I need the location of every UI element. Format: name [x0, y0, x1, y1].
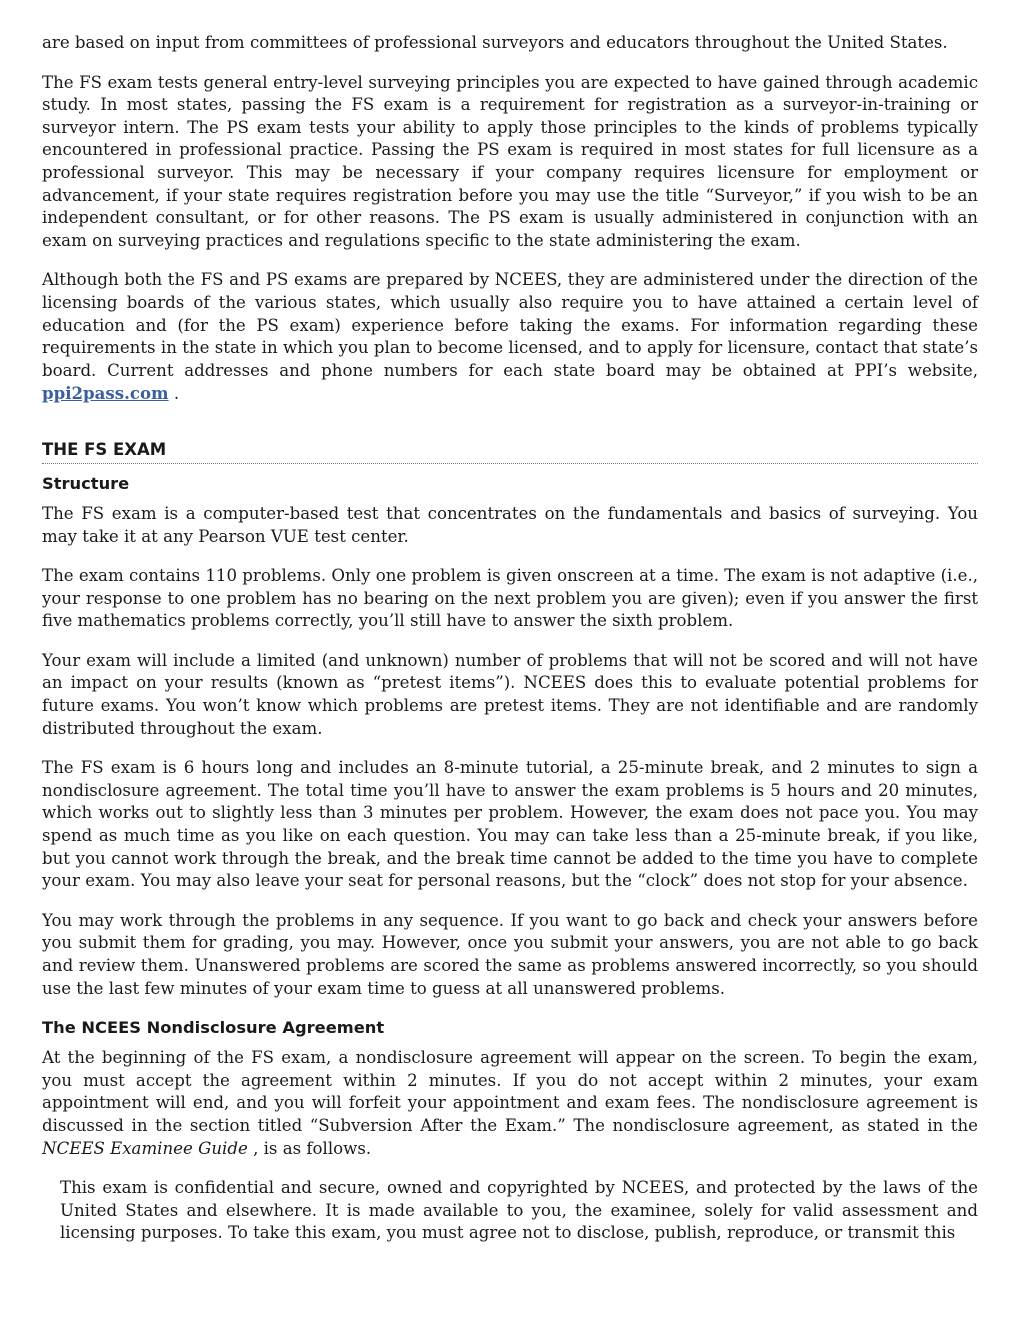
- ppi2pass-link[interactable]: ppi2pass.com: [42, 383, 169, 404]
- nda-quote: This exam is confidential and secure, owned and copyrighted by NCEES, and protected by the laws of the United States and elsewhere. It is made available to you, the examinee, solely for valid assessment and licensing purposes. To take this exam, you must agree not to disclose, publish, reproduce, or transmit this: [60, 1178, 978, 1243]
- boards-paragraph-text: Although both the FS and PS exams are prepared by NCEES, they are administered under the direction of the licensing boards of the various states, which usually also require you to have attained a certain level of education and (for the PS exam) experience before taking the exams. For information regarding these requirements in the state in which you plan to become licensed, and to apply for licensure, contact that state’s board. Current addresses and phone numbers for each state board may be obtained at PPI’s website,: [42, 270, 978, 380]
- structure-paragraph-3: Your exam will include a limited (and unknown) number of problems that will not be scored and will not have an impact on your results (known as “pretest items”). NCEES does this to evaluate potential problems for future exams. You won’t know which problems are pretest items. They are not identifiable and are randomly distributed throughout the exam.: [42, 650, 978, 738]
- structure-paragraph-4: The FS exam is 6 hours long and includes an 8-minute tutorial, a 25-minute break, and 2 minutes to sign a nondisclosure agreement. The total time you’ll have to answer the exam problems is 5 hours and 20 minutes, which works out to slightly less than 3 minutes per problem. However, the exam does not pace you. You may spend as much time as you like on each question. You may can take less than a 25-minute break, if you like, but you cannot work through the break, and the break time cannot be added to the time you have to complete your exam. You may also leave your seat for personal reasons, but the “clock” does not stop for your absence.: [42, 758, 978, 891]
- subheading-nda: The NCEES Nondisclosure Agreement: [42, 1018, 385, 1038]
- structure-paragraph-1: The FS exam is a computer-based test that concentrates on the fundamentals and basics of surveying. You may take it at any Pearson VUE test center.: [42, 503, 978, 546]
- boards-paragraph: [42, 269, 978, 406]
- subheading-structure: Structure: [42, 473, 130, 493]
- intro-paragraph-2: The FS exam tests general entry-level surveying principles you are expected to have gained through academic study. In most states, passing the FS exam is a requirement for registration as a surveyor-in-training or surveyor intern. The PS exam tests your ability to apply those principles to the kinds of problems typically encountered in professional practice. Passing the PS exam is required in most states for full licensure as a professional surveyor. This may be necessary if your company requires licensure for employment or advancement, if your state requires registration before you may use the title “Surveyor,” if you wish to be an independent consultant, or for other reasons. The PS exam is usually administered in conjunction with an exam on surveying practices and regulations specific to the state administering the exam.: [42, 72, 978, 250]
- nda-paragraph-text: At the beginning of the FS exam, a nondisclosure agreement will appear on the screen. To begin the exam, you must accept the agreement within 2 minutes. If you do not accept within 2 minutes, your exam appointment will end, and you will forfeit your appointment and exam fees. The nondisclosure agreement is discussed in the section titled “Subversion After the Exam.” The nondisclosure agreement, as stated in the: [42, 1048, 978, 1135]
- nda-paragraph-after: , is as follows.: [247, 1138, 372, 1158]
- nda-paragraph: [42, 1047, 978, 1160]
- structure-paragraph-2: The exam contains 110 problems. Only one problem is given onscreen at a time. The exam is not adaptive (i.e., your response to one problem has no bearing on the next problem you are given); even if you answer the first five mathematics problems correctly, you’ll still have to answer the sixth problem.: [42, 566, 978, 631]
- intro-paragraph-1: are based on input from committees of professional surveyors and educators throughout the United States.: [42, 33, 948, 52]
- boards-paragraph-after: .: [168, 384, 180, 404]
- nda-guide-title: NCEES Examinee Guide: [42, 1138, 248, 1158]
- section-heading-fs-exam: THE FS EXAM: [42, 439, 978, 464]
- structure-paragraph-5: You may work through the problems in any sequence. If you want to go back and check your answers before you submit them for grading, you may. However, once you submit your answers, you are not able to go back and review them. Unanswered problems are scored the same as problems answered incorrectly, so you should use the last few minutes of your exam time to guess at all unanswered problems.: [42, 910, 978, 998]
